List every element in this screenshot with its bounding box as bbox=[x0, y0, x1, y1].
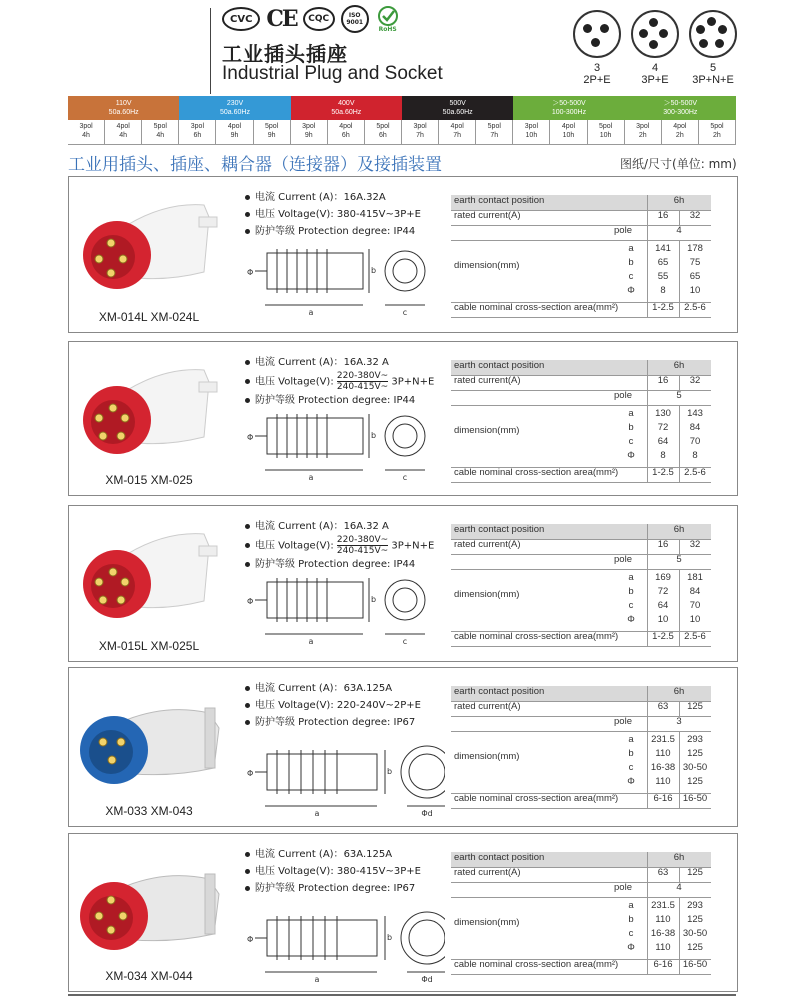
iso-logo: ISO 9001 bbox=[341, 5, 369, 33]
cqc-logo: CQC bbox=[303, 7, 335, 31]
spec-current: 电流 Current (A)：16A.32A bbox=[245, 189, 421, 206]
plug-photo bbox=[69, 668, 239, 804]
spec-protection: 防护等级 Protection degree: IP44 bbox=[245, 223, 421, 240]
spec-table bbox=[451, 195, 711, 321]
pole-hour-cell: 4pol 9h bbox=[216, 120, 253, 144]
dim-phi-label: Φ bbox=[247, 935, 254, 944]
plug-photo bbox=[69, 834, 239, 969]
table-row: dimension(mm) a 130 143 b 72 84 c 64 70 Φ 8 8 bbox=[451, 405, 711, 468]
spec-table bbox=[451, 360, 711, 486]
model-number: XM-034 XM-044 bbox=[105, 969, 193, 983]
socket-face-5-icon bbox=[689, 10, 737, 58]
dim-b-label: b bbox=[387, 767, 393, 776]
spec-protection: 防护等级 Protection degree: IP67 bbox=[245, 714, 421, 731]
voltage-band: 230V 50a.60Hz bbox=[179, 96, 290, 120]
dim-phi-label: Φ bbox=[247, 268, 254, 277]
pole-hour-cell: 5pol 10h bbox=[588, 120, 625, 144]
pole-hour-cell: 3pol 10h bbox=[513, 120, 550, 144]
table-row: cable nominal cross-section area(mm²) 6-16 16-50 bbox=[451, 959, 711, 975]
unit-note: 图纸/尺寸(单位: mm) bbox=[620, 157, 737, 171]
table-row: rated current(A) 63 125 bbox=[451, 867, 711, 883]
spec-current: 电流 Current (A)：63A.125A bbox=[245, 846, 421, 863]
pole-hour-cell: 3pol 7h bbox=[402, 120, 439, 144]
table-row: rated current(A) 16 32 bbox=[451, 210, 711, 226]
table-row: dimension(mm) a 231.5 293 b 110 125 c 16-38 30-50 Φ 110 125 bbox=[451, 897, 711, 960]
spec-list bbox=[245, 846, 421, 897]
model-number: XM-015 XM-025 bbox=[105, 473, 193, 487]
model-number: XM-033 XM-043 bbox=[105, 804, 193, 818]
spec-voltage: 电压 Voltage(V): 380-415V~3P+E bbox=[245, 863, 421, 880]
pole-hour-cell: 5pol 9h bbox=[254, 120, 291, 144]
voltage-band: 400V 50a.60Hz bbox=[291, 96, 402, 120]
dimension-drawing bbox=[245, 404, 445, 482]
dimension-drawing bbox=[245, 906, 445, 984]
table-row: dimension(mm) a 169 181 b 72 84 c 64 70 Φ 10 10 bbox=[451, 569, 711, 632]
pin-config-4: 4 3P+E bbox=[625, 10, 685, 86]
certification-logos bbox=[222, 4, 401, 34]
dimension-drawing bbox=[245, 239, 445, 317]
dim-b-label: b bbox=[371, 595, 377, 604]
dim-a-label: a bbox=[308, 473, 314, 482]
dim-a-label: a bbox=[308, 308, 314, 317]
ce-logo: CE bbox=[266, 6, 297, 32]
pin-config-3: 3 2P+E bbox=[567, 10, 627, 86]
dim-c-label: c bbox=[402, 473, 408, 482]
table-row: earth contact position 6h bbox=[451, 524, 711, 540]
plug-photo bbox=[69, 177, 239, 310]
dimension-drawing bbox=[245, 740, 445, 818]
voltage-color-bands bbox=[68, 96, 736, 146]
pole-hour-cell: 5pol 2h bbox=[699, 120, 736, 144]
voltage-band: ＞50-500V 100-300Hz bbox=[513, 96, 624, 120]
dim-phi-label: Φ bbox=[247, 433, 254, 442]
pole-hour-cell: 5pol 4h bbox=[142, 120, 179, 144]
page-title-en: Industrial Plug and Socket bbox=[222, 63, 443, 84]
socket-face-3-icon bbox=[573, 10, 621, 58]
table-row: rated current(A) 16 32 bbox=[451, 539, 711, 555]
table-row: rated current(A) 16 32 bbox=[451, 375, 711, 391]
spec-protection: 防护等级 Protection degree: IP44 bbox=[245, 556, 434, 573]
pole-hour-cell: 5pol 7h bbox=[476, 120, 513, 144]
spec-list bbox=[245, 189, 421, 240]
pin-config-5: 5 3P+N+E bbox=[683, 10, 743, 86]
spec-voltage: 电压 Voltage(V): $\frac{220-380V\sim}{240-415V\sim} 3P+N+E$ bbox=[245, 535, 434, 556]
spec-voltage: 电压 Voltage(V): $\frac{220-380V\sim}{240-415V\sim} 3P+N+E$ bbox=[245, 371, 434, 392]
header-divider bbox=[210, 8, 211, 94]
dim-b-label: b bbox=[371, 431, 377, 440]
spec-table bbox=[451, 852, 711, 978]
spec-list bbox=[245, 354, 434, 409]
spec-protection: 防护等级 Protection degree: IP67 bbox=[245, 880, 421, 897]
socket-face-4-icon bbox=[631, 10, 679, 58]
spec-voltage: 电压 Voltage(V): 220-240V~2P+E bbox=[245, 697, 421, 714]
table-row: cable nominal cross-section area(mm²) 1-2.5 2.5-6 bbox=[451, 302, 711, 318]
spec-protection: 防护等级 Protection degree: IP44 bbox=[245, 392, 434, 409]
spec-voltage: 电压 Voltage(V): 380-415V~3P+E bbox=[245, 206, 421, 223]
product-card bbox=[68, 667, 738, 827]
dim-c-label: c bbox=[402, 308, 408, 317]
table-row: dimension(mm) a 141 178 b 65 75 c 55 65 Φ 8 10 bbox=[451, 240, 711, 303]
table-row: pole 3 bbox=[451, 716, 711, 732]
pole-hour-cell: 3pol 2h bbox=[625, 120, 662, 144]
table-row: earth contact position 6h bbox=[451, 686, 711, 702]
plug-photo bbox=[69, 342, 239, 473]
dim-c-label: c bbox=[402, 637, 408, 646]
product-card bbox=[68, 505, 738, 662]
table-row: cable nominal cross-section area(mm²) 1-2.5 2.5-6 bbox=[451, 631, 711, 647]
spec-current: 电流 Current (A)：63A.125A bbox=[245, 680, 421, 697]
table-row: dimension(mm) a 231.5 293 b 110 125 c 16-38 30-50 Φ 110 125 bbox=[451, 731, 711, 794]
voltage-band: 110V 50a.60Hz bbox=[68, 96, 179, 120]
spec-list bbox=[245, 680, 421, 731]
pole-hour-cell: 3pol 9h bbox=[291, 120, 328, 144]
dim-phi-label: Φ bbox=[247, 769, 254, 778]
product-card bbox=[68, 341, 738, 496]
pole-hour-cell: 4pol 6h bbox=[328, 120, 365, 144]
page-bottom-rule bbox=[68, 994, 736, 996]
voltage-band: 500V 50a.60Hz bbox=[402, 96, 513, 120]
spec-list bbox=[245, 518, 434, 573]
section-title: 工业用插头、插座、耦合器（连接器）及接插装置 bbox=[68, 155, 442, 175]
dim-phi-label: Φ bbox=[247, 597, 254, 606]
dim-a-label: a bbox=[314, 809, 320, 818]
dim-c-label: Φd bbox=[421, 809, 433, 818]
table-row: pole 4 bbox=[451, 225, 711, 241]
pole-hour-cell: 5pol 6h bbox=[365, 120, 402, 144]
spec-table bbox=[451, 686, 711, 812]
table-row: cable nominal cross-section area(mm²) 6-16 16-50 bbox=[451, 793, 711, 809]
spec-current: 电流 Current (A)：16A.32 A bbox=[245, 518, 434, 535]
pole-hour-cell: 4pol 10h bbox=[550, 120, 587, 144]
dim-a-label: a bbox=[308, 637, 314, 646]
pole-hour-cell: 3pol 4h bbox=[68, 120, 105, 144]
model-number: XM-014L XM-024L bbox=[98, 310, 200, 324]
pole-hour-cell: 4pol 4h bbox=[105, 120, 142, 144]
pole-hour-cell: 3pol 6h bbox=[179, 120, 216, 144]
dim-b-label: b bbox=[387, 933, 393, 942]
dim-a-label: a bbox=[314, 975, 320, 984]
table-row: cable nominal cross-section area(mm²) 1-2.5 2.5-6 bbox=[451, 467, 711, 483]
table-row: pole 4 bbox=[451, 882, 711, 898]
table-row: earth contact position 6h bbox=[451, 360, 711, 376]
table-row: pole 5 bbox=[451, 390, 711, 406]
product-card bbox=[68, 833, 738, 992]
rohs-check-icon bbox=[375, 6, 401, 26]
pole-hour-cell: 4pol 7h bbox=[439, 120, 476, 144]
dim-c-label: Φd bbox=[421, 975, 433, 984]
model-number: XM-015L XM-025L bbox=[98, 639, 200, 653]
voltage-band: ＞50-500V 300-300Hz bbox=[625, 96, 736, 120]
spec-table bbox=[451, 524, 711, 650]
table-row: earth contact position 6h bbox=[451, 195, 711, 211]
dim-b-label: b bbox=[371, 266, 377, 275]
product-card bbox=[68, 176, 738, 333]
table-row: pole 5 bbox=[451, 554, 711, 570]
rohs-logo: RoHS bbox=[375, 6, 401, 33]
dimension-drawing bbox=[245, 568, 445, 646]
cvc-logo: CVC bbox=[222, 7, 260, 31]
page-title-cn: 工业插头插座 bbox=[222, 42, 348, 66]
plug-photo bbox=[69, 506, 239, 639]
table-row: rated current(A) 63 125 bbox=[451, 701, 711, 717]
pole-hour-cell: 4pol 2h bbox=[662, 120, 699, 144]
spec-current: 电流 Current (A)：16A.32 A bbox=[245, 354, 434, 371]
table-row: earth contact position 6h bbox=[451, 852, 711, 868]
